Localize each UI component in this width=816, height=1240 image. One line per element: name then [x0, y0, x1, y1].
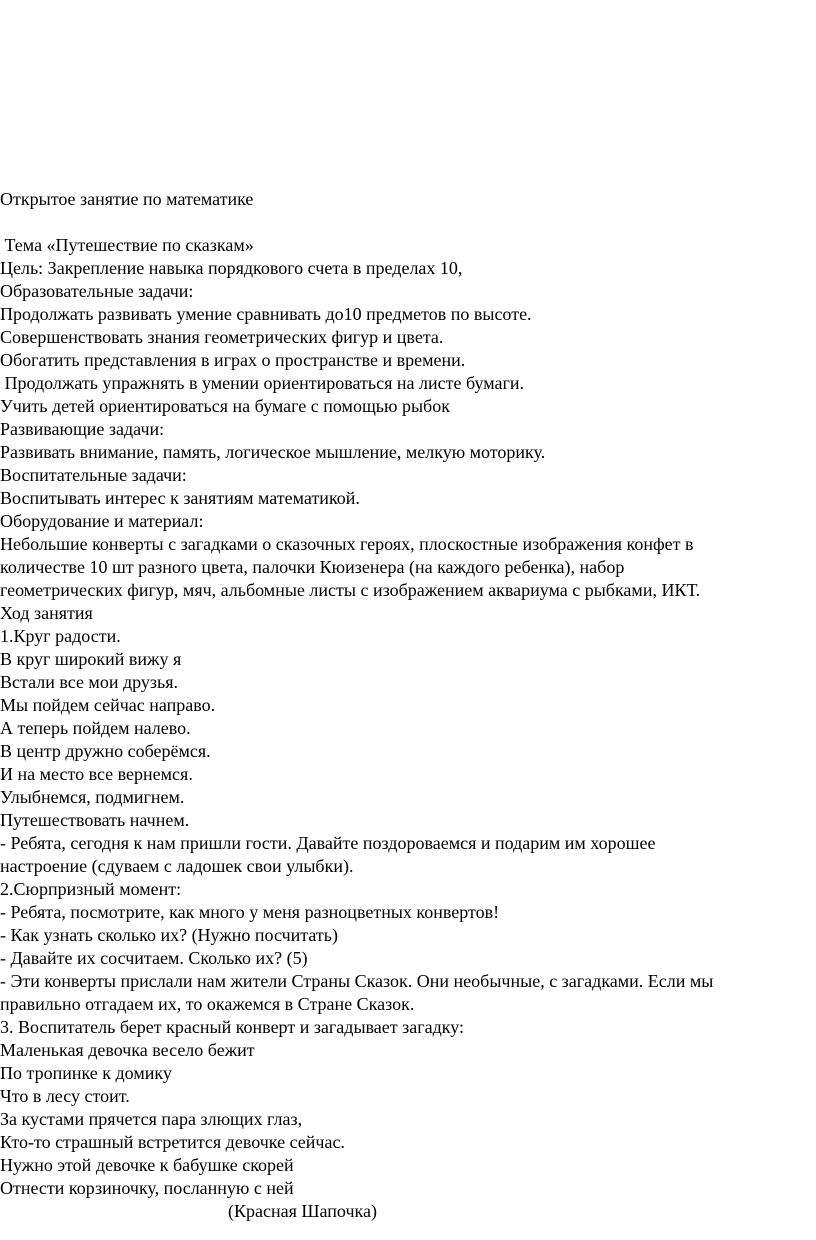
text-line: Маленькая девочка весело бежит — [0, 1040, 255, 1060]
text-line: Что в лесу стоит. — [0, 1086, 130, 1106]
text-line: Развивать внимание, память, логическое мышление, мелкую моторику. — [0, 442, 546, 462]
document-body — [0, 234, 812, 1223]
text-line: - Давайте их сосчитаем. Сколько их? (5) — [0, 948, 308, 968]
text-line: геометрических фигур, мяч, альбомные листы с изображением аквариума с рыбками, ИКТ. — [0, 580, 701, 600]
text-line: - Ребята, сегодня к нам пришли гости. Давайте поздороваемся и подарим им хорошее — [0, 833, 656, 853]
text-line: Оборудование и материал: — [0, 511, 204, 531]
text-line: Нужно этой девочке к бабушке скорей — [0, 1155, 294, 1175]
text-line: Встали все мои друзья. — [0, 672, 178, 692]
text-line: Продолжать развивать умение сравнивать до10 предметов по высоте. — [0, 304, 532, 324]
text-line: Улыбнемся, подмигнем. — [0, 787, 185, 807]
text-line: 1.Круг радости. — [0, 626, 121, 646]
text-line: правильно отгадаем их, то окажемся в Стране Сказок. — [0, 994, 415, 1014]
text-line: Образовательные задачи: — [0, 281, 194, 301]
text-line: - Ребята, посмотрите, как много у меня разноцветных конвертов! — [0, 902, 500, 922]
text-line: Отнести корзиночку, посланную с ней — [0, 1178, 294, 1198]
text-line: Обогатить представления в играх о пространстве и времени. — [0, 350, 466, 370]
text-line: - Как узнать сколько их? (Нужно посчитать) — [0, 925, 338, 945]
text-line: И на место все вернемся. — [0, 764, 193, 784]
document-title: Открытое занятие по математике — [0, 189, 254, 209]
text-line: настроение (сдуваем с ладошек свои улыбки). — [0, 856, 354, 876]
text-line: Тема «Путешествие по сказкам» — [0, 235, 254, 255]
text-line: Совершенствовать знания геометрических фигур и цвета. — [0, 327, 444, 347]
text-line: Воспитательные задачи: — [0, 465, 187, 485]
text-line: Мы пойдем сейчас направо. — [0, 695, 216, 715]
text-line: Развивающие задачи: — [0, 419, 165, 439]
text-line: Цель: Закрепление навыка порядкового счета в пределах 10, — [0, 258, 463, 278]
text-line: В центр дружно соберёмся. — [0, 741, 211, 761]
text-line: Путешествовать начнем. — [0, 810, 190, 830]
riddle-answer: (Красная Шапочка) — [228, 1201, 377, 1221]
text-line: количестве 10 шт разного цвета, палочки Кюизенера (на каждого ребенка), набор — [0, 557, 625, 577]
text-line: В круг широкий вижу я — [0, 649, 182, 669]
text-line: Ход занятия — [0, 603, 93, 623]
text-line: 2.Сюрпризный момент: — [0, 879, 182, 899]
text-line: По тропинке к домику — [0, 1063, 172, 1083]
text-line: Продолжать упражнять в умении ориентироваться на листе бумаги. — [0, 373, 524, 393]
text-line: За кустами прячется пара злющих глаз, — [0, 1109, 303, 1129]
text-line: Небольшие конверты с загадками о сказочных героях, плоскостные изображения конфет в — [0, 534, 694, 554]
text-line: Воспитывать интерес к занятиям математикой. — [0, 488, 360, 508]
text-line: 3. Воспитатель берет красный конверт и загадывает загадку: — [0, 1017, 465, 1037]
text-line: Учить детей ориентироваться на бумаге с помощью рыбок — [0, 396, 450, 416]
text-line: Кто-то страшный встретится девочке сейчас. — [0, 1132, 345, 1152]
text-line: А теперь пойдем налево. — [0, 718, 191, 738]
text-line: - Эти конверты прислали нам жители Страны Сказок. Они необычные, с загадками. Если мы — [0, 971, 714, 991]
